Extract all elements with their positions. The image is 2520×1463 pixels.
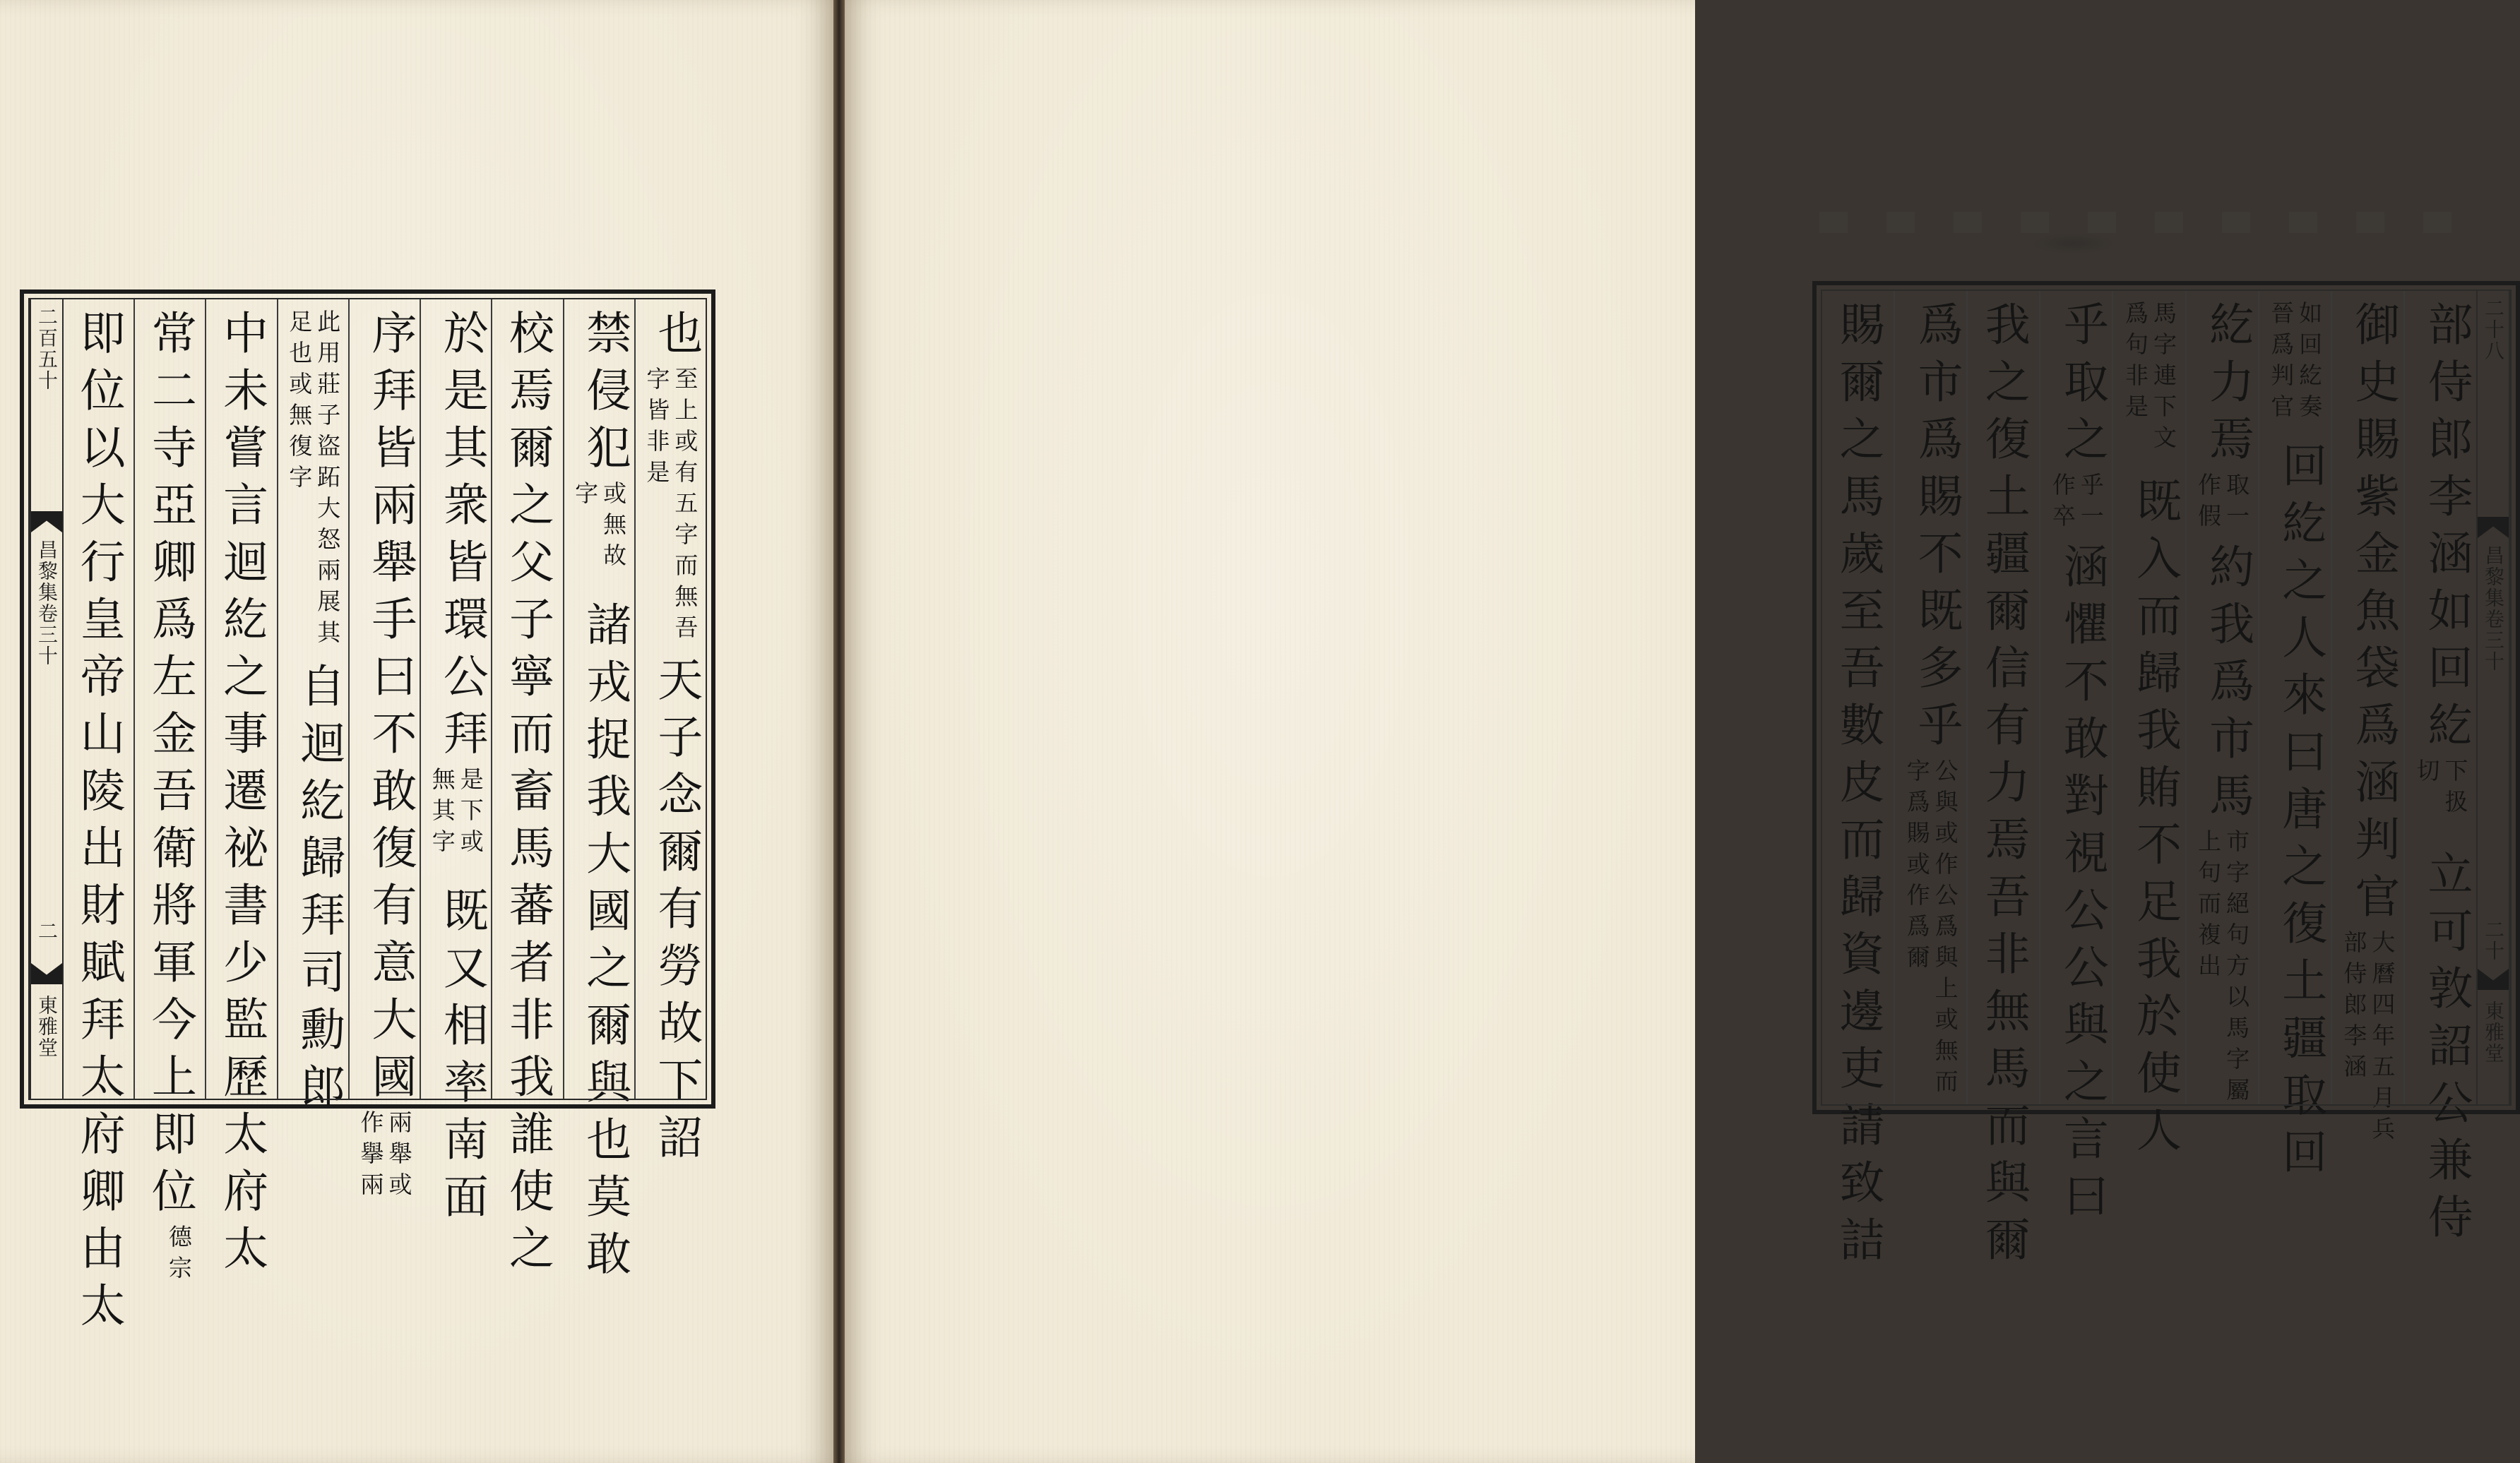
left-column-1 xyxy=(634,299,706,1171)
text-run: 我之復土疆爾信有力焉吾非無馬而與爾 xyxy=(1977,301,2030,1273)
book-gutter xyxy=(833,0,845,1463)
text-run: 序拜皆兩舉手曰不敢復有意大國 xyxy=(364,309,417,1110)
annotation: 下扱切 xyxy=(2413,758,2469,820)
left-publisher: 東雅堂 xyxy=(35,995,59,1058)
right-book-title: 昌黎集卷三十 xyxy=(2482,545,2505,672)
left-column-7 xyxy=(205,299,276,1282)
right-column-8 xyxy=(1894,291,1966,1104)
ink-smudge xyxy=(2031,233,2116,254)
text-run: 御史賜紫金魚袋爲涵判官 xyxy=(2347,301,2400,930)
text-run: 諸戎捉我大國之爾與也莫敢 xyxy=(578,601,631,1287)
left-leaf-number: 二 xyxy=(35,921,59,942)
annotation: 是下或無其字 xyxy=(428,767,485,860)
annotation: 至上或有五字而無吾字皆非是 xyxy=(643,366,699,646)
left-book-title: 昌黎集卷三十 xyxy=(35,539,59,667)
right-column-6 xyxy=(2039,291,2112,1229)
right-page xyxy=(845,0,2505,1463)
left-text-columns xyxy=(64,299,706,1339)
annotation: 乎一作卒 xyxy=(2048,472,2105,535)
text-run: 也 xyxy=(650,309,703,366)
right-column-9 xyxy=(1822,291,1894,1273)
right-fishtail-upper xyxy=(2478,517,2509,538)
right-text-columns xyxy=(1822,291,2476,1273)
left-print-frame xyxy=(20,289,715,1339)
annotation: 兩舉或作擧兩 xyxy=(357,1110,413,1203)
left-column-3 xyxy=(491,299,562,1282)
left-column-4 xyxy=(420,299,491,1230)
right-fishtail-lower xyxy=(2478,969,2509,990)
left-column-9 xyxy=(64,299,133,1339)
text-run: 賜爾之馬歲至吾數皮而歸資邊吏請致詰 xyxy=(1831,301,1884,1273)
right-column-2 xyxy=(2331,291,2403,1147)
left-column-2 xyxy=(563,299,634,1287)
annotation: 如回紇奏晉爲判官 xyxy=(2267,301,2324,425)
text-run: 立可敦詔公兼侍 xyxy=(2420,850,2473,1250)
annotation: 大曆四年五月兵部侍郎李涵 xyxy=(2340,930,2396,1147)
show-through-marks xyxy=(1819,212,2455,233)
annotation: 此用莊子盜跖大怒兩展其足也或無復字 xyxy=(285,309,342,651)
text-run: 校焉爾之父子寧而畜馬蕃者非我誰使之 xyxy=(501,309,554,1282)
right-column-1 xyxy=(2403,291,2476,1250)
right-publisher: 東雅堂 xyxy=(2482,1001,2505,1064)
text-run: 禁侵犯 xyxy=(578,309,631,481)
annotation: 德宗 xyxy=(165,1224,193,1286)
right-column-5 xyxy=(2112,291,2185,1164)
left-fishtail-lower xyxy=(31,963,62,984)
annotation: 或無故字 xyxy=(571,481,628,574)
text-run: 乎取之 xyxy=(2055,301,2108,472)
text-run: 爲市爲賜不既多乎 xyxy=(1910,301,1963,758)
annotation: 市字絕句方以馬字屬上句而複出 xyxy=(2194,829,2251,1109)
text-run: 常二寺亞卿爲左金吾衛將軍今上即位 xyxy=(143,309,196,1224)
text-run: 天子念爾有勞故下詔 xyxy=(650,656,703,1171)
text-run: 回紇之人來曰唐之復土疆取回 xyxy=(2274,442,2327,1186)
right-column-7 xyxy=(1966,291,2039,1273)
right-column-3 xyxy=(2258,291,2331,1186)
right-page-number: 二十八 xyxy=(2482,298,2505,362)
right-banxin xyxy=(2476,291,2510,1104)
right-column-4 xyxy=(2185,291,2258,1109)
left-column-5 xyxy=(348,299,420,1203)
left-column-8 xyxy=(133,299,205,1286)
right-leaf-number: 二十 xyxy=(2482,919,2505,962)
text-run: 既入而歸我賄不足我於使人 xyxy=(2129,477,2181,1164)
text-run: 部侍郎李涵如回紇 xyxy=(2420,301,2473,758)
text-run: 即位以大行皇帝山陵出財賦拜太府卿由太 xyxy=(72,309,125,1339)
annotation: 取一作假 xyxy=(2194,472,2251,535)
text-run: 自迴紇歸拜司勳郎 xyxy=(292,662,345,1120)
annotation: 馬字連下文爲句非是 xyxy=(2122,301,2177,456)
left-fishtail-upper xyxy=(31,511,62,532)
text-run: 既又相率南面 xyxy=(435,887,488,1230)
text-run: 於是其衆皆環公拜 xyxy=(435,309,488,767)
left-column-6 xyxy=(277,299,348,1120)
left-page xyxy=(0,0,833,1463)
right-print-frame xyxy=(1812,281,2520,1273)
text-run: 涵懼不敢對視公公與之言曰 xyxy=(2055,543,2108,1229)
left-page-number: 二百五十 xyxy=(35,306,59,391)
text-run: 約我爲市馬 xyxy=(2201,543,2254,829)
left-banxin xyxy=(30,299,64,1099)
text-run: 紇力焉 xyxy=(2201,301,2254,472)
text-run: 中未嘗言迴紇之事遷祕書少監歷太府太 xyxy=(215,309,268,1282)
annotation: 公與或作公爲與上或無而字爲賜或作爲爾 xyxy=(1903,758,1959,1100)
